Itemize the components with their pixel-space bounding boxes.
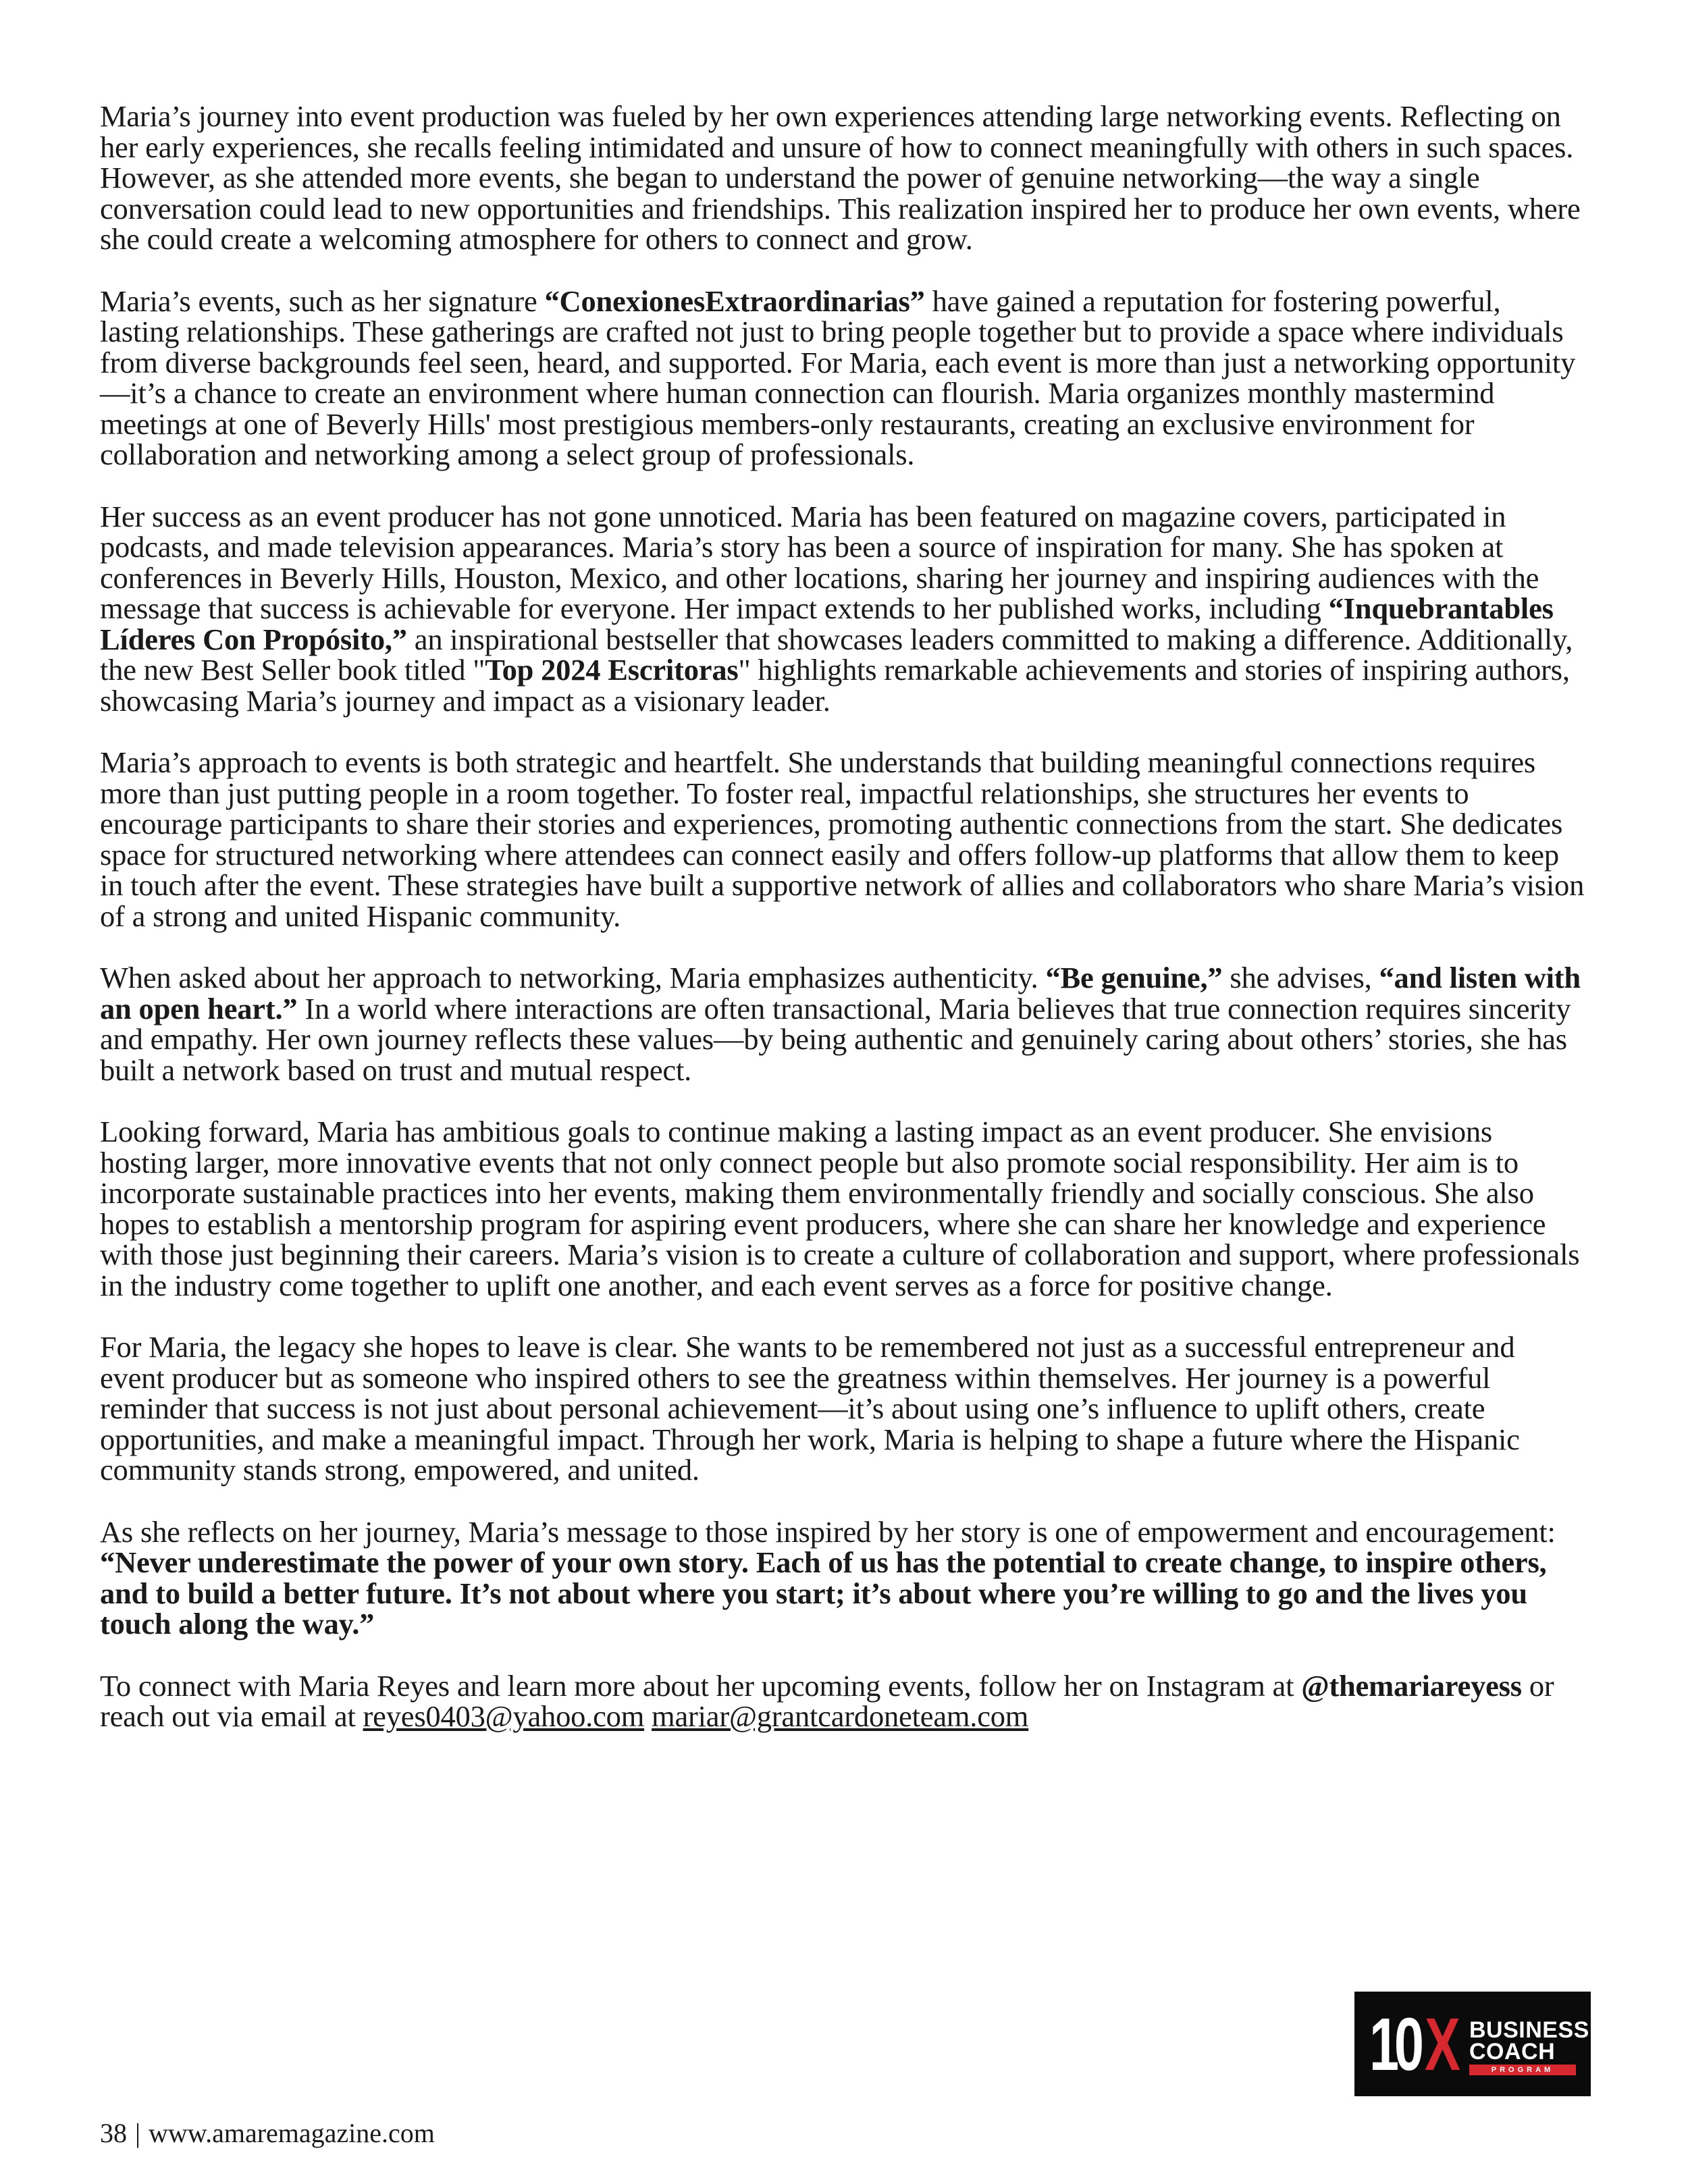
paragraph-5-text-c: she advises,: [1222, 961, 1379, 994]
paragraph-6: [100, 1117, 1585, 1301]
closing-quote-bold: “Never underestimate the power of your own story. Each of us has the potential to create change, to inspire others, and to build a better future. It’s not about where you start; it’s about where you’re willing to go and the lives you touch along the way.”: [100, 1545, 1547, 1641]
email-link-grantcardone[interactable]: mariar@grantcardoneteam.com: [652, 1699, 1029, 1733]
logo-word-program: PROGRAM: [1469, 2065, 1576, 2075]
book-title-1-bold: “Inquebrantables Líderes Con Propósito,”: [100, 591, 1554, 656]
paragraph-9-text-a: To connect with Maria Reyes and learn more about her upcoming events, follow her on Instagram at: [100, 1668, 1302, 1703]
paragraph-4-text: Maria’s approach to events is both strategic and heartfelt. She understands that building meaningful connections requires more than just putting people in a room together. To foster real, impactful relationships, she structures her events to encourage participants to share their stories and experiences, promoting authentic connections from the start. She dedicates space for structured networking where attendees can connect easily and offers follow-up platforms that allow them to keep in touch after the event. These strategies have built a supportive network of allies and collaborators who share Maria’s vision of a strong and united Hispanic community.: [100, 745, 1585, 933]
logo-x-mark: X: [1425, 2003, 1460, 2086]
footer-website: www.amaremagazine.com: [149, 2118, 435, 2148]
paragraph-5-text-a: When asked about her approach to networking, Maria emphasizes authenticity.: [100, 961, 1046, 994]
paragraph-1-text: Maria’s journey into event production was fueled by her own experiences attending large networking events. Reflecting on her early experiences, she recalls feeling intimidated and unsure of how to connect meaningfully with others in such spaces. However, as she attended more events, she began to understand the power of genuine networking—the way a single conversation could lead to new opportunities and friendships. This realization inspired her to produce her own events, where she could create a welcoming atmosphere for others to connect and grow.: [100, 99, 1581, 256]
paragraph-6-text: Looking forward, Maria has ambitious goals to continue making a lasting impact as an event producer. She envisions hosting larger, more innovative events that not only connect people but also promote social responsibility. Her aim is to incorporate sustainable practices into her events, making them environmentally friendly and socially conscious. She also hopes to establish a mentorship program for aspiring event producers, where she can share her knowledge and experience with those just beginning their careers. Maria’s vision is to create a culture of collaboration and support, where professionals in the industry come together to uplift one another, and each event serves as a force for positive change.: [100, 1115, 1580, 1302]
paragraph-9-text-b: or reach out via email at: [100, 1668, 1554, 1733]
paragraph-3-text-e: " highlights remarkable achievements and stories of inspiring authors, showcasing Maria’s journey and impact as a visionary leader.: [100, 653, 1570, 718]
page-number: 38: [100, 2118, 127, 2148]
paragraph-3: [100, 499, 1585, 718]
logo-word-business: BUSINESS: [1469, 2017, 1589, 2043]
paragraph-4: [100, 747, 1585, 932]
paragraph-2-text-a: Maria’s events, such as her signature: [100, 284, 545, 318]
paragraph-8: [100, 1514, 1585, 1641]
paragraph-8-text-a: As she reflects on her journey, Maria’s message to those inspired by her story is one of empowerment and encouragement:: [100, 1514, 1556, 1549]
footer-separator: |: [135, 2118, 141, 2148]
paragraph-1: [100, 101, 1585, 255]
book-title-2-bold: Top 2024 Escritoras: [485, 653, 739, 687]
paragraph-5: [100, 963, 1585, 1086]
paragraph-7: [100, 1332, 1585, 1486]
paragraph-2-text-c: have gained a reputation for fostering powerful, lasting relationships. These gatherings are crafted not just to bring people together but to provide a space where individuals from diverse backgrounds feel seen, heard, and supported. For Maria, each event is more than just a networking opportunity—it’s a chance to create an environment where human connection can flourish. Maria organizes monthly mastermind meetings at one of Beverly Hills' most prestigious members-only restaurants, creating an exclusive environment for collaboration and networking among a select group of professionals.: [100, 284, 1576, 471]
paragraph-9: [100, 1668, 1585, 1733]
page-footer: [100, 2119, 435, 2148]
email-link-yahoo[interactable]: reyes0403@yahoo.com: [363, 1699, 645, 1733]
paragraph-3-text-c: an inspirational bestseller that showcases leaders committed to making a difference. Additionally, the new Best Seller book titled ": [100, 622, 1573, 687]
paragraph-2: [100, 286, 1585, 471]
event-name-bold: “ConexionesExtraordinarias”: [544, 284, 925, 318]
article-body: [100, 101, 1585, 1763]
10x-business-coach-logo: [1354, 1992, 1591, 2096]
logo-number: 10: [1369, 2003, 1419, 2086]
instagram-handle: @themariareyess: [1301, 1668, 1522, 1703]
quote-open-heart: “and listen with an open heart.”: [100, 961, 1581, 1026]
paragraph-3-text-a: Her success as an event producer has not gone unnoticed. Maria has been featured on magazine covers, participated in podcasts, and made television appearances. Maria’s story has been a source of inspiration for many. She has spoken at conferences in Beverly Hills, Houston, Mexico, and other locations, sharing her journey and inspiring audiences with the message that success is achievable for everyone. Her impact extends to her published works, including: [100, 499, 1539, 625]
paragraph-5-text-e: In a world where interactions are often transactional, Maria believes that true connection requires sincerity and empathy. Her own journey reflects these values—by being authentic and genuinely caring about others’ stories, she has built a network based on trust and mutual respect.: [100, 991, 1571, 1087]
paragraph-7-text: For Maria, the legacy she hopes to leave is clear. She wants to be remembered not just as a successful entrepreneur and event producer but as someone who inspired others to see the greatness within themselves. Her journey is a powerful reminder that success is not just about personal achievement—it’s about using one’s influence to uplift others, create opportunities, and make a meaningful impact. Through her work, Maria is helping to shape a future where the Hispanic community stands strong, empowered, and united.: [100, 1330, 1520, 1487]
logo-word-coach: COACH: [1469, 2039, 1556, 2065]
quote-be-genuine: “Be genuine,”: [1045, 961, 1223, 994]
